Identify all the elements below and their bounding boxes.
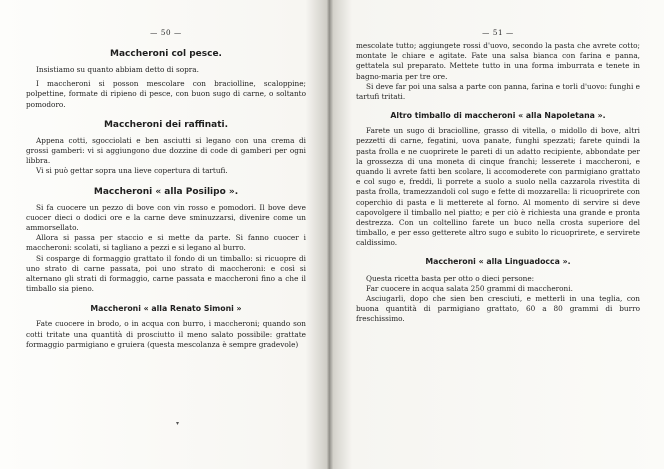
section-title: Maccheroni « alla Renato Simoni » xyxy=(90,304,242,314)
paragraph: I maccheroni si posson mescolare con braciolline, scaloppine; polpettine, formate di ripieno di pesce, con buon sugo di carne, o soltanto pomodoro. xyxy=(26,79,306,109)
paragraph: Vi si può gettar sopra una lieve copertura di tartufi. xyxy=(36,166,228,176)
section-title: Maccheroni « alla Posilipo ». xyxy=(93,186,239,197)
paragraph: Si deve far poi una salsa a parte con panna, farina e torli d'uovo: funghi e tartufi tritati. xyxy=(356,81,640,102)
page-number-left: — 50 — xyxy=(150,28,182,37)
page-number-right: — 51 — xyxy=(482,28,514,37)
left-page xyxy=(14,0,322,469)
section-title: Maccheroni col pesce. xyxy=(110,49,222,59)
paragraph: Far cuocere in acqua salata 250 grammi di maccheroni. xyxy=(366,283,573,293)
paragraph: Si fa cuocere un pezzo di bove con vin rosso e pomodori. Il bove deve cuocer dieci o dodici ore e la carne deve sminuzzarsi, divenire come un ammorsellato. xyxy=(26,202,306,233)
paragraph: Allora si passa per staccio e si mette da parte. Si fanno cuocer i maccheroni: scolati, si tagliano a pezzi e si legano al burro. xyxy=(26,233,306,253)
right-page xyxy=(342,0,654,469)
paragraph: Insistiamo su quanto abbiam detto di sopra. xyxy=(36,65,199,74)
paragraph: Asciugarli, dopo che sien ben cresciuti, e metterli in una teglia, con buona quantità di parmigiano grattato, 60 a 80 grammi di burro freschissimo. xyxy=(356,294,640,324)
paragraph: Appena cotti, sgocciolati e ben asciutti si legano con una crema di grossi gamberi: vi si aggiungono due dozzine di code di gamberi per ogni libbra. xyxy=(26,135,306,166)
section-title: Maccheroni dei raffinati. xyxy=(103,119,229,130)
paragraph: Questa ricetta basta per otto o dieci persone: xyxy=(366,273,535,283)
paragraph: Farete un sugo di braciolline, grasso di vitella, o midollo di bove, altri pezzetti di carne, fegatini, uova panate, funghi spezzati; farete quindi la pasta frolla e ne cuoprirete le pareti di un adatto recipiente, abbondate per la grossezza di una moneta di cinque franchi; lesserete i maccheroni, e quando li avrete fatti ben scolare, li accomoderete con parmigiano grattato e col sugo e, freddi, li porrete a suolo a suolo nella cazzarola rivestita di pasta frolla, tramezzandoli col sugo e fette di mozzarella: li ricuoprirete con coperchio di pasta e li metterete al forno. Al momento di servire si deve capovolgere il timballo nel piatto; e per ciò è richiesta una grande e pronta destrezza. Con un coltellino farete un buco nella crosta superiore del timballo, e per esso getterete altro sugo e subito lo ricuoprirete, e servirete caldissimo. xyxy=(356,126,640,248)
paragraph: Fate cuocere in brodo, o in acqua con burro, i maccheroni; quando son cotti tritate una quantità di prosciutto il meno salato possibile: grattate formaggio parmigiano e gruiera (questa mescolanza è sempre gradevole) xyxy=(26,319,306,349)
section-title: Altro timballo di maccheroni « alla Napoletana ». xyxy=(390,111,606,121)
ink-mark-icon: ▾ xyxy=(176,421,180,427)
paragraph: mescolate tutto; aggiungete rossi d'uovo, secondo la pasta che avrete cotto; montate le chiare e agitate. Fate una salsa bianca con farina e panna, gettatela sul preparato. Mettete tutto in una forma imburrata e tenete in bagno-maria per tre ore. xyxy=(356,41,640,81)
paragraph: Si cosparge di formaggio grattato il fondo di un timballo: si ricuopre di uno strato di carne passata, poi uno strato di maccheroni: e così si alternano gli strati di formaggio, carne passata e maccheroni fino a che il timballo sia pieno. xyxy=(26,253,306,294)
section-title: Maccheroni « alla Linguadocca ». xyxy=(425,256,571,266)
